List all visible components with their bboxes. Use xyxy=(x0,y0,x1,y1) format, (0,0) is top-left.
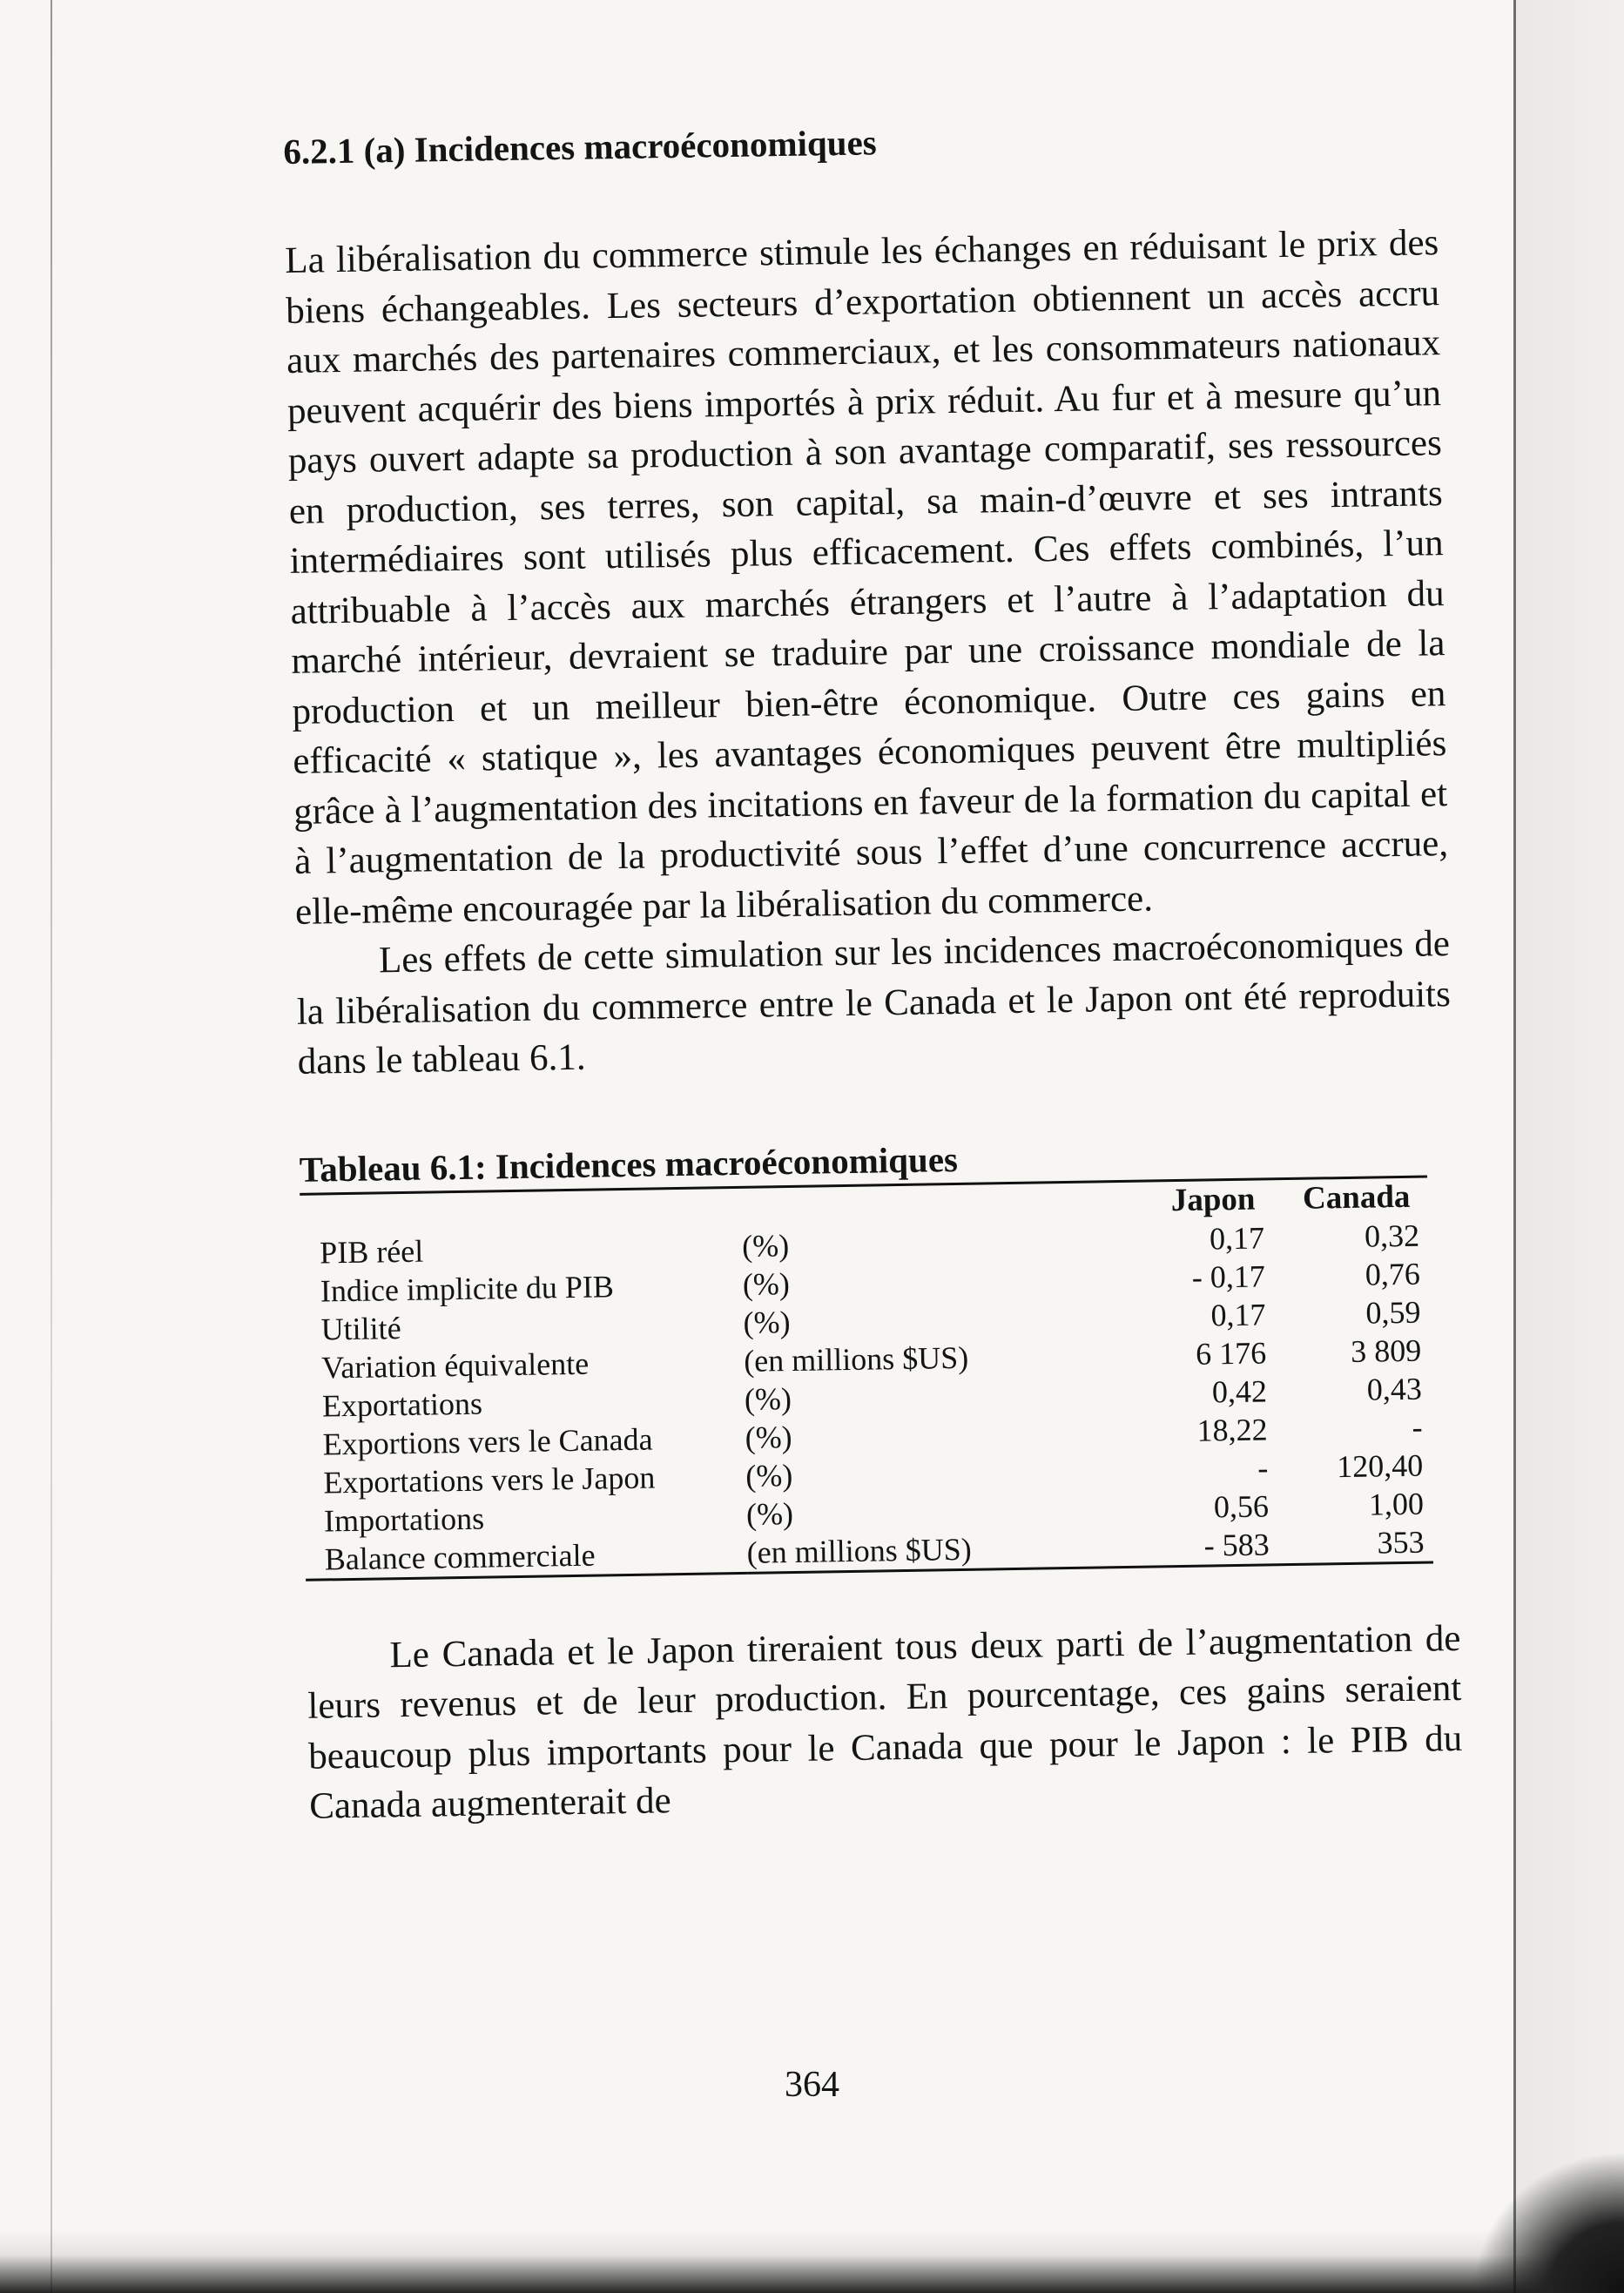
row-canada-value: 353 xyxy=(1377,1524,1425,1561)
row-label: Variation équivalente xyxy=(320,1345,590,1386)
scan-left-edge xyxy=(51,0,52,2293)
header-canada: Canada xyxy=(1302,1178,1411,1217)
row-unit: (%) xyxy=(744,1380,792,1417)
row-japon-value: - 583 xyxy=(1203,1527,1270,1563)
scan-right-edge xyxy=(1513,0,1516,2293)
macro-table xyxy=(300,1177,1433,1581)
header-label-empty xyxy=(300,1189,742,1234)
scan-right-margin xyxy=(1516,0,1624,2293)
row-label: Exportions vers le Canada xyxy=(322,1421,653,1462)
row-japon-value: 0,42 xyxy=(1211,1373,1268,1410)
row-label: Importations xyxy=(323,1501,485,1539)
row-canada-value: - xyxy=(1412,1409,1423,1445)
section-heading: 6.2.1 (a) Incidences macroéconomiques xyxy=(283,122,878,172)
scan-page-curl xyxy=(1472,2151,1624,2293)
row-unit: (%) xyxy=(745,1419,792,1455)
row-unit: (en millions $US) xyxy=(746,1531,972,1570)
row-unit: (%) xyxy=(741,1227,790,1264)
row-canada-value: 0,32 xyxy=(1364,1217,1420,1254)
row-japon-value: 18,22 xyxy=(1196,1412,1268,1448)
row-label: Indice implicite du PIB xyxy=(320,1268,615,1309)
paragraph-conclusion: Le Canada et le Japon tireraient tous deux parti de l’augmentation de leurs revenus et de leur production. En pourcentage, ces gains seraient beaucoup plus importants pour le Canada que pour le Japon : le PIB du Canada augmenterait de xyxy=(307,1617,1463,1828)
row-japon-value: - xyxy=(1257,1450,1269,1486)
row-japon-value: - 0,17 xyxy=(1191,1258,1266,1295)
row-japon-value: 0,17 xyxy=(1209,1220,1265,1257)
row-unit: (en millions $US) xyxy=(743,1339,969,1379)
row-unit: (%) xyxy=(742,1265,791,1302)
row-canada-value: 3 809 xyxy=(1350,1332,1422,1369)
row-canada-value: 0,76 xyxy=(1365,1256,1421,1292)
row-label: Balance commerciale xyxy=(324,1537,596,1577)
row-canada-value: 120,40 xyxy=(1336,1447,1424,1484)
row-unit: (%) xyxy=(745,1457,793,1494)
row-label: Utilité xyxy=(320,1310,401,1347)
header-unit-empty xyxy=(741,1184,1029,1226)
row-unit: (%) xyxy=(743,1304,791,1340)
row-canada-value: 0,59 xyxy=(1365,1294,1421,1331)
row-japon-value: 0,17 xyxy=(1210,1297,1266,1333)
row-label: Exportations vers le Japon xyxy=(323,1460,656,1501)
row-label: PIB réel xyxy=(319,1233,424,1271)
header-japon: Japon xyxy=(1170,1181,1256,1218)
table-title: Tableau 6.1: Incidences macroéconomiques xyxy=(299,1132,1427,1195)
row-japon-value: 6 176 xyxy=(1195,1335,1267,1372)
table-block xyxy=(299,1132,1433,1581)
page-number: 364 xyxy=(785,2065,839,2105)
page-content xyxy=(283,112,1464,1831)
paragraph-intro: La libéralisation du commerce stimule les échanges en réduisant le prix des biens échangeables. Les secteurs d’exportation obtiennent un accès accru aux marchés des partenaires commerciaux, et les consommateurs nationaux peuvent acquérir des biens importés à prix réduit. Au fur et à mesure qu’un pays ouvert adapte sa production à son avantage comparatif, ses ressources en production, ses terres, son capital, sa main-d’œuvre et ses intrants intermédiaires sont utilisés plus efficacement. Ces effets combinés, l’un attribuable à l’accès aux marchés étrangers et l’autre à l’adaptation du marché intérieur, devraient se traduire par une croissance mondiale de la production et un meilleur bien-être économique. Outre ces gains en efficacité « statique », les avantages économiques peuvent être multipliés grâce à l’augmentation des incitations en faveur de la formation du capital et à l’augmentation de la productivité sous l’effet d’une concurrence accrue, elle-même encouragée par la libéralisation du commerce. xyxy=(284,222,1449,933)
row-unit: (%) xyxy=(745,1495,794,1532)
row-canada-value: 0,43 xyxy=(1366,1371,1423,1407)
scan-bottom-shadow xyxy=(0,2229,1624,2293)
row-label: Exportations xyxy=(321,1386,483,1424)
row-japon-value: 0,56 xyxy=(1213,1488,1270,1525)
row-canada-value: 1,00 xyxy=(1368,1486,1425,1522)
paragraph-simulation: Les effets de cette simulation sur les incidences macroéconomiques de la libéralisation du commerce entre le Canada et le Japon ont été reproduits dans le tableau 6.1. xyxy=(296,923,1452,1083)
